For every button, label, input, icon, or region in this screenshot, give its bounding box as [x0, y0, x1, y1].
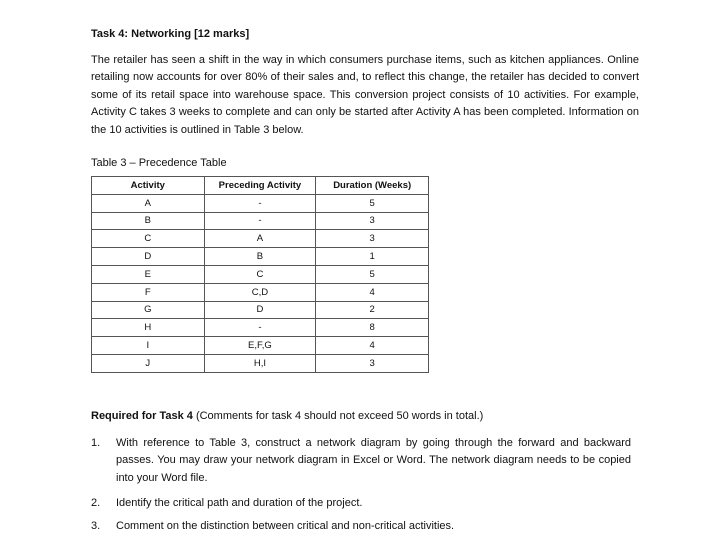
table-caption: Table 3 – Precedence Table	[91, 157, 227, 169]
cell-preceding: C,D	[204, 283, 316, 301]
table-header-row	[92, 177, 429, 195]
cell-activity: J	[92, 354, 205, 372]
table-row	[92, 265, 429, 283]
table-row	[92, 354, 429, 372]
header-duration: Duration (Weeks)	[316, 177, 429, 195]
cell-activity: C	[92, 230, 205, 248]
precedence-table	[91, 176, 429, 373]
cell-preceding: A	[204, 230, 316, 248]
task-heading: Task 4: Networking [12 marks]	[91, 28, 250, 40]
cell-activity: F	[92, 283, 205, 301]
table-row	[92, 301, 429, 319]
cell-preceding: -	[204, 194, 316, 212]
question-number: 3.	[91, 520, 101, 532]
cell-duration: 3	[316, 230, 429, 248]
cell-duration: 4	[316, 337, 429, 355]
table-row	[92, 319, 429, 337]
cell-preceding: E,F,G	[204, 337, 316, 355]
question-text: Identify the critical path and duration of the project.	[116, 497, 363, 509]
question-text: Comment on the distinction between critical and non-critical activities.	[116, 520, 455, 532]
intro-paragraph: The retailer has seen a shift in the way in which consumers purchase items, such as kitchen appliances. Online retailing now accounts for over 80% of their sales and, to reflect this change, the retailer has decided to convert some of its retail space into warehouse space. This conversion project consists of 10 activities. For example, Activity C takes 3 weeks to complete and can only be started after Activity A has been completed. Information on the 10 activities is outlined in Table 3 below.	[91, 54, 639, 136]
table-row	[92, 283, 429, 301]
question-item	[91, 435, 631, 487]
table-row	[92, 230, 429, 248]
cell-activity: G	[92, 301, 205, 319]
table-row	[92, 212, 429, 230]
question-number: 2.	[91, 497, 101, 509]
cell-activity: B	[92, 212, 205, 230]
table-row	[92, 248, 429, 266]
cell-preceding: -	[204, 212, 316, 230]
table-row	[92, 337, 429, 355]
cell-duration: 2	[316, 301, 429, 319]
cell-preceding: D	[204, 301, 316, 319]
cell-duration: 1	[316, 248, 429, 266]
header-preceding-activity: Preceding Activity	[204, 177, 316, 195]
header-activity: Activity	[92, 177, 205, 195]
cell-preceding: B	[204, 248, 316, 266]
table-row	[92, 194, 429, 212]
required-note: (Comments for task 4 should not exceed 50 words in total.)	[195, 410, 484, 422]
question-number: 1.	[91, 437, 101, 449]
cell-duration: 5	[316, 194, 429, 212]
cell-duration: 4	[316, 283, 429, 301]
cell-activity: A	[92, 194, 205, 212]
required-title: Required for Task 4	[91, 410, 193, 422]
question-item	[91, 518, 631, 535]
cell-preceding: C	[204, 265, 316, 283]
cell-duration: 3	[316, 354, 429, 372]
cell-activity: D	[92, 248, 205, 266]
cell-activity: H	[92, 319, 205, 337]
cell-preceding: H,I	[204, 354, 316, 372]
question-text: With reference to Table 3, construct a network diagram by going through the forward and backward passes. You may draw your network diagram in Excel or Word. The network diagram needs to be copied into your Word file.	[116, 437, 631, 484]
cell-duration: 8	[316, 319, 429, 337]
question-item	[91, 495, 631, 512]
cell-activity: I	[92, 337, 205, 355]
cell-activity: E	[92, 265, 205, 283]
cell-duration: 3	[316, 212, 429, 230]
cell-duration: 5	[316, 265, 429, 283]
required-heading	[91, 410, 483, 422]
cell-preceding: -	[204, 319, 316, 337]
